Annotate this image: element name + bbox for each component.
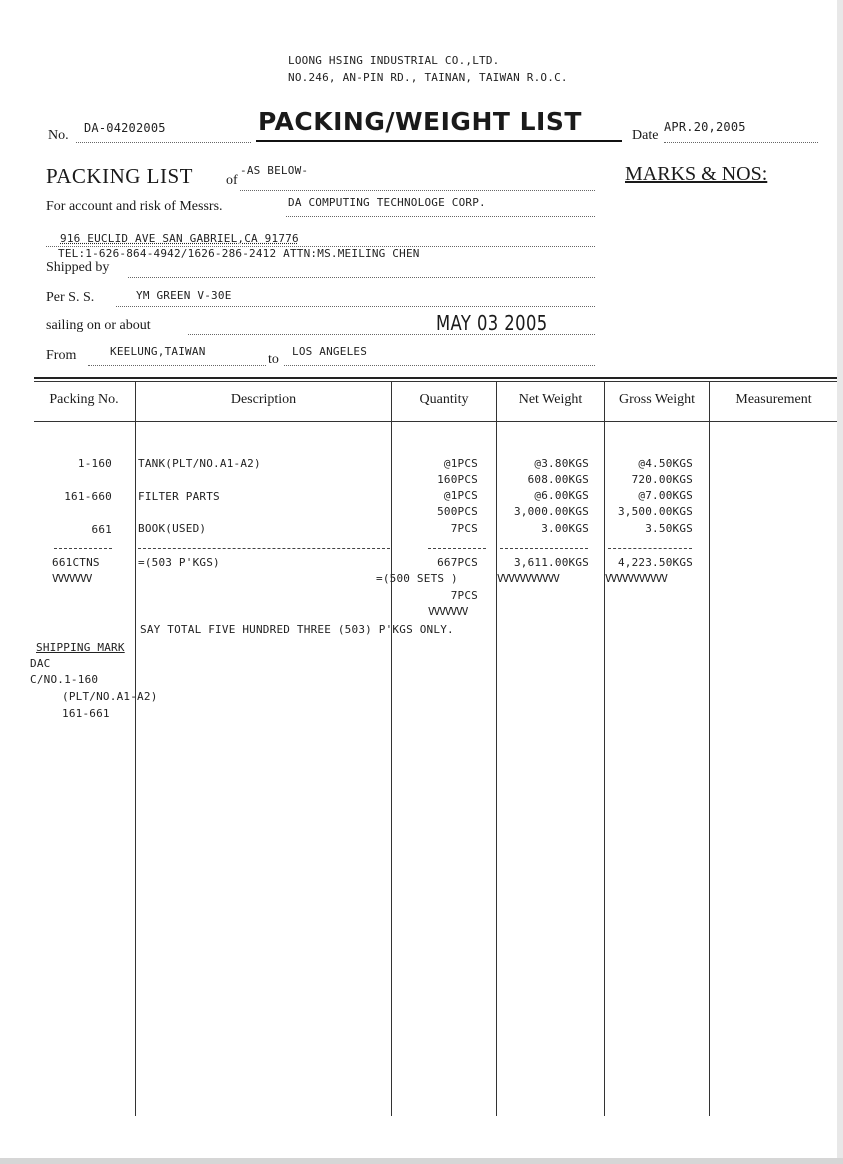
table-row-3-packing-no: 661 (91, 523, 112, 536)
account-dotted-line (286, 216, 595, 217)
account-address: 916 EUCLID AVE SAN GABRIEL,CA 91776 (60, 232, 299, 245)
total-gross-weight: 4,223.50KGS (617, 556, 693, 569)
sailing-date: MAY 03 2005 (436, 311, 548, 335)
port-of-destination: LOS ANGELES (292, 345, 368, 358)
marks-nos-label: MARKS & NOS: (625, 163, 768, 185)
column-header-gross-weight: Gross Weight (618, 392, 695, 407)
company-name: LOONG HSING INDUSTRIAL CO.,LTD. (288, 54, 500, 67)
table-top-rule (34, 377, 837, 379)
table-row-1-qty-total: 160PCS (437, 473, 478, 486)
gross-total-rule (608, 548, 692, 549)
table-row-1-gross-total: 720.00KGS (631, 473, 693, 486)
table-top-rule-inner (34, 381, 837, 382)
vessel-label: Per S. S. (46, 290, 95, 305)
date-dotted-line (664, 142, 818, 143)
column-header-packing-no: Packing No. (49, 392, 119, 407)
port-of-loading: KEELUNG,TAIWAN (110, 345, 206, 358)
page-bottom-shadow (0, 1158, 843, 1164)
total-sets: =(500 SETS ) (376, 572, 458, 585)
account-company: DA COMPUTING TECHNOLOGE CORP. (288, 196, 486, 209)
table-row-2-gross-total: 3,500.00KGS (617, 505, 693, 518)
to-label: to (268, 352, 279, 367)
from-dotted-line (88, 365, 266, 366)
sailing-dotted-line (188, 334, 595, 335)
document-date: APR.20,2005 (664, 120, 746, 134)
table-header-rule (34, 421, 837, 422)
total-extra-pcs: 7PCS (450, 589, 478, 602)
table-row-2-packing-no: 161-660 (64, 490, 112, 503)
company-address: NO.246, AN-PIN RD., TAINAN, TAIWAN R.O.C. (288, 71, 568, 84)
account-contact: TEL:1-626-864-4942/1626-286-2412 ATTN:MS.MEILING CHEN (58, 247, 420, 260)
vessel-dotted-line (116, 306, 595, 307)
total-packages: =(503 P'KGS) (138, 556, 220, 569)
sailing-label: sailing on or about (46, 318, 151, 333)
column-header-measurement: Measurement (735, 392, 812, 407)
no-dotted-line (76, 142, 251, 143)
document-title: PACKING/WEIGHT LIST (258, 107, 582, 136)
from-label: From (46, 348, 77, 363)
table-row-2-net-each: @6.00KGS (534, 489, 589, 502)
column-header-description: Description (230, 392, 297, 407)
of-dotted-line (240, 190, 595, 191)
column-divider-5 (709, 381, 710, 1116)
table-row-1-net-each: @3.80KGS (534, 457, 589, 470)
total-quantity: 667PCS (437, 556, 478, 569)
total-gross-check-marks: VVVVVVVVVVV (605, 572, 667, 585)
date-label: Date (632, 128, 659, 143)
column-header-net-weight: Net Weight (518, 392, 583, 407)
description-total-rule (138, 548, 390, 549)
of-label: of (226, 173, 238, 188)
column-header-quantity: Quantity (419, 392, 469, 407)
table-row-2-net-total: 3,000.00KGS (513, 505, 589, 518)
packing-list-of-value: -AS BELOW- (240, 164, 309, 177)
total-net-check-marks: VVVVVVVVVVV (497, 572, 559, 585)
table-row-2-description: FILTER PARTS (138, 490, 220, 503)
total-cartons: 661CTNS (52, 556, 100, 569)
table-row-1-qty-each: @1PCS (443, 457, 478, 470)
total-cartons-check-marks: VVVVVVV (52, 572, 92, 585)
shipping-mark-line-1: DAC (30, 657, 51, 670)
account-label: For account and risk of Messrs. (46, 199, 223, 214)
shipped-by-label: Shipped by (46, 260, 110, 275)
shipping-mark-label: SHIPPING MARK (36, 641, 125, 654)
total-quantity-check-marks: VVVVVVV (428, 605, 468, 618)
table-row-1-gross-each: @4.50KGS (638, 457, 693, 470)
shipping-mark-line-4: 161-661 (62, 707, 110, 720)
table-row-1-packing-no: 1-160 (77, 457, 112, 470)
page-edge-shadow (837, 0, 843, 1164)
packing-list-label: PACKING LIST (46, 164, 193, 188)
no-label: No. (48, 128, 69, 143)
shipped-by-dotted-line (128, 277, 595, 278)
packing-no-total-rule (54, 548, 112, 549)
quantity-total-rule (428, 548, 486, 549)
table-row-1-description: TANK(PLT/NO.A1-A2) (138, 457, 261, 470)
net-total-rule (500, 548, 588, 549)
column-divider-1 (135, 381, 136, 1116)
say-total-text: SAY TOTAL FIVE HUNDRED THREE (503) P'KGS ONLY. (140, 623, 454, 636)
document-number: DA-04202005 (84, 121, 166, 135)
table-row-3-net-total: 3.00KGS (541, 522, 589, 535)
total-net-weight: 3,611.00KGS (513, 556, 589, 569)
shipping-mark-line-3: (PLT/NO.A1-A2) (62, 690, 158, 703)
table-row-3-qty-total: 7PCS (450, 522, 478, 535)
shipping-mark-line-2: C/NO.1-160 (30, 673, 99, 686)
table-row-2-gross-each: @7.00KGS (638, 489, 693, 502)
table-row-2-qty-each: @1PCS (443, 489, 478, 502)
table-row-3-gross-total: 3.50KGS (645, 522, 693, 535)
table-row-1-net-total: 608.00KGS (527, 473, 589, 486)
table-row-3-description: BOOK(USED) (138, 522, 207, 535)
table-row-2-qty-total: 500PCS (437, 505, 478, 518)
vessel-name: YM GREEN V-30E (136, 289, 232, 302)
to-dotted-line (284, 365, 595, 366)
title-underline (256, 140, 622, 142)
